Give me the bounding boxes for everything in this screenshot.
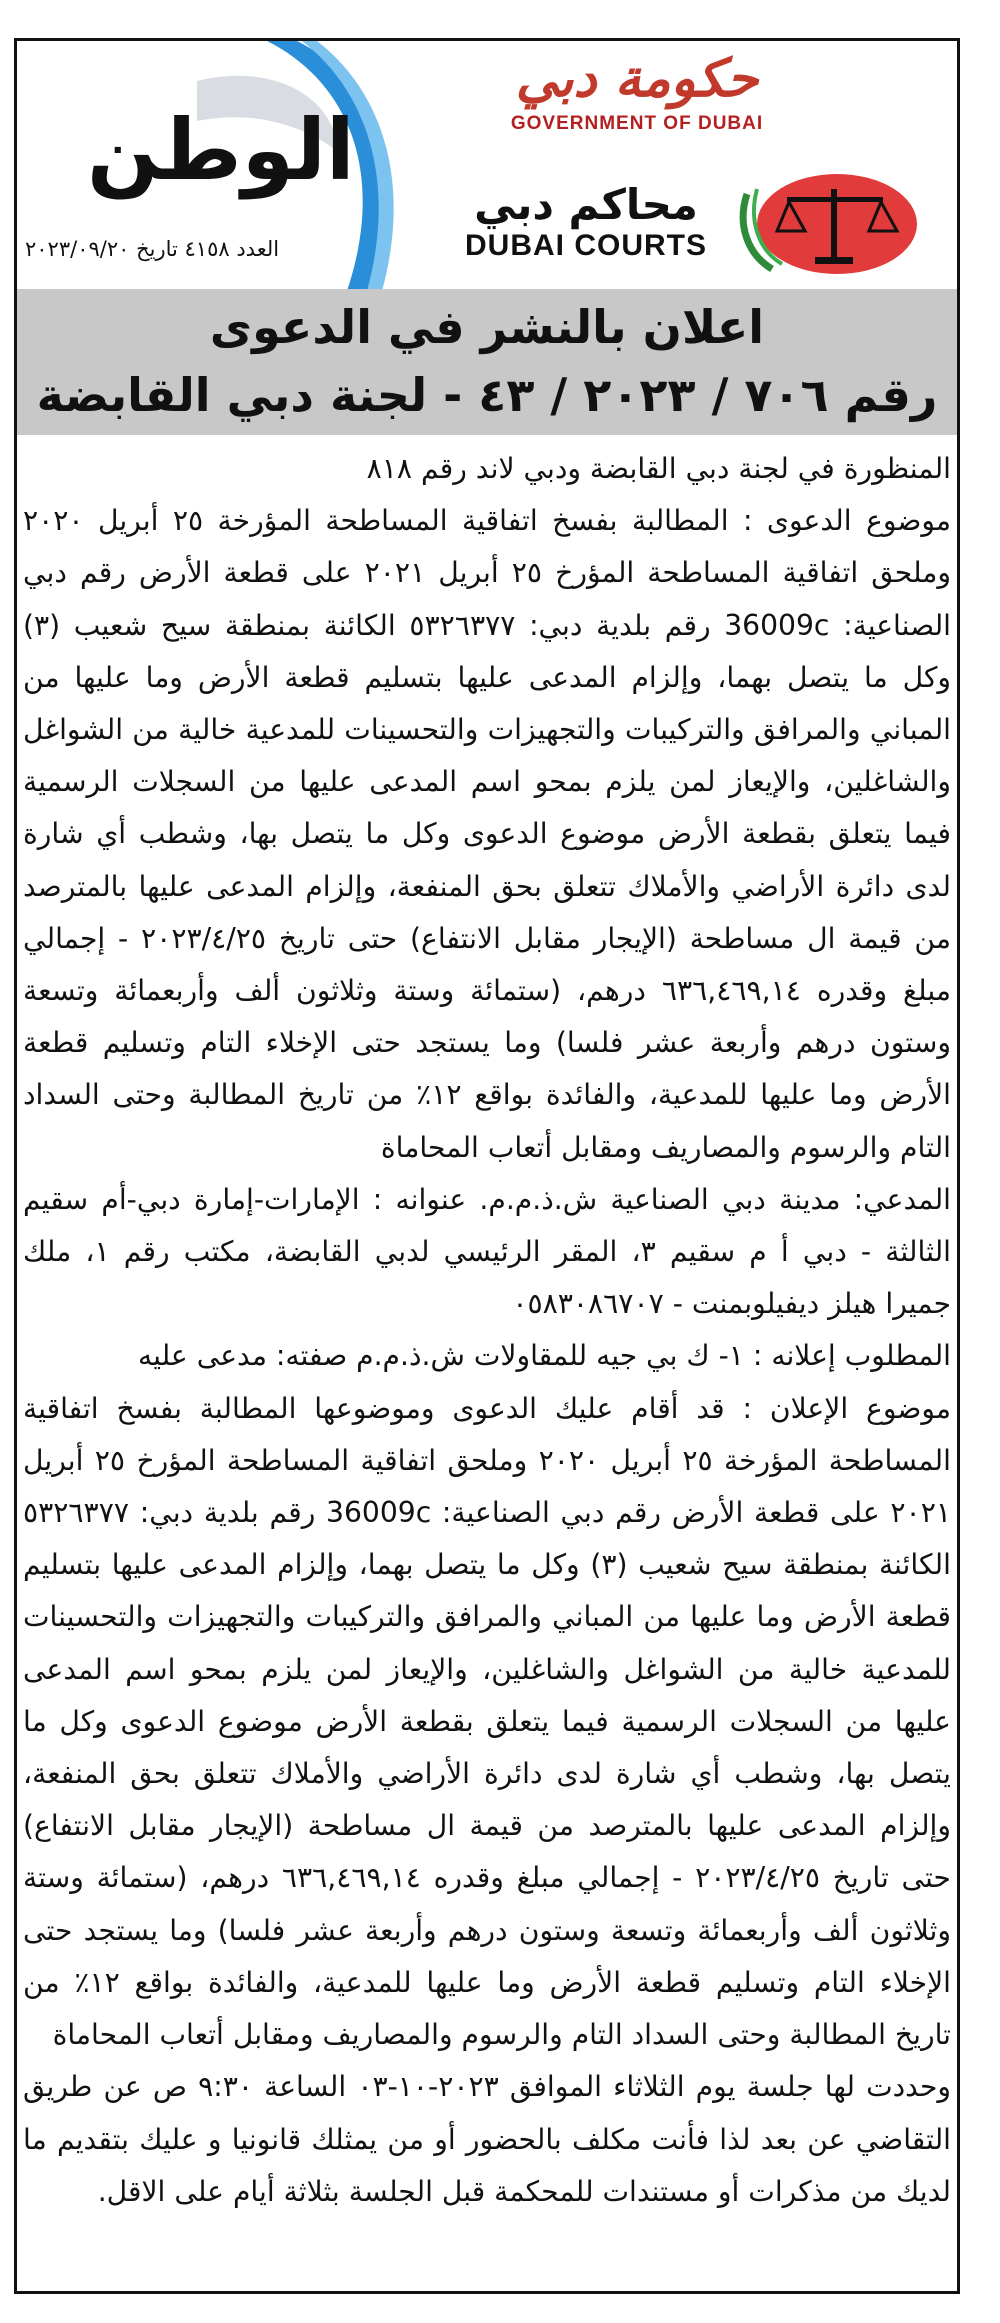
announcement-frame (14, 38, 960, 2294)
dubai-courts-logo (357, 161, 917, 291)
government-name-ar: حكومة دبي (515, 48, 759, 109)
notice-subject: موضوع الإعلان : قد أقام عليك الدعوى وموضوعها المطالبة بفسخ اتفاقية المساطحة المؤرخة ٢٥ أبريل ٢٠٢٠ وملحق اتفاقية المساطحة المؤرخ ٢٥ أبريل ٢٠٢١ على قطعة الأرض رقم دبي الصناعية: 36009c رقم بلدية دبي: ٥٣٢٦٣٧٧ الكائنة بمنطقة سيح شعيب (٣) وكل ما يتصل بهما، وإلزام المدعى عليها بتسليم قطعة الأرض وما عليها من المباني والمرافق والتركيبات والتجهيزات والتحسينات للمدعية خالية من الشواغل والشاغلين، والإيعاز لمن يلزم بمحو اسم المدعى عليها من السجلات الرسمية فيما يتعلق بقطعة الأرض موضوع الدعوى وكل ما يتصل بها، وشطب أي شارة لدى دائرة الأراضي والأملاك تتعلق بحق المنفعة، وإلزام المدعى عليها بالمترصد من قيمة ال مساطحة (الإيجار مقابل الانتفاع) حتى تاريخ ٢٠٢٣/٤/٢٥ - إجمالي مبلغ وقدره ٦٣٦,٤٦٩,١٤ درهم، (ستمائة وستة وثلاثون ألف وأربعمائة وتسعة وستون درهم وأربعة عشر فلسا) وما يستجد حتى الإخلاء التام وتسليم قطعة الأرض وما عليها للمدعية، والفائدة بواقع ١٢٪ من تاريخ المطالبة وحتى السداد التام والرسوم والمصاريف ومقابل أتعاب المحاماة (23, 1391, 951, 2052)
defendant-details: المطلوب إعلانه : ١- ك بي جيه للمقاولات ش.ذ.م.م صفته: مدعى عليه (137, 1339, 951, 1373)
courts-name (465, 181, 707, 263)
announcement-body (23, 443, 951, 2218)
issue-line: العدد ٤١٥٨ تاريخ ٢٠٢٣/٠٩/٢٠ (25, 237, 280, 261)
courts-name-en: DUBAI COURTS (465, 229, 707, 262)
government-logo (487, 49, 787, 159)
title-line-1: اعلان بالنشر في الدعوى (209, 300, 765, 354)
government-name-en: GOVERNMENT OF DUBAI (510, 113, 764, 134)
courts-scales-icon (727, 169, 917, 279)
announcement-title (17, 289, 957, 435)
newspaper-name: الوطن (87, 101, 355, 199)
title-line-2: رقم ٧٠٦ / ٢٠٢٣ / ٤٣ - لجنة دبي القابضة (36, 368, 938, 422)
hearing-details: وحددت لها جلسة يوم الثلاثاء الموافق ٢٠٢٣-١٠-٠٣ الساعة ٩:٣٠ ص عن طريق التقاضي عن بعد لذا فأنت مكلف بالحضور أو من يمثلك قانونيا و عليك بتقديم ما لديك من مذكرات أو مستندات للمحكمة قبل الجلسة بثلاثة أيام على الاقل. (23, 2070, 951, 2208)
courts-name-ar: محاكم دبي (474, 180, 698, 229)
announcement-header (17, 41, 957, 291)
plaintiff-details: المدعي: مدينة دبي الصناعية ش.ذ.م.م. عنوانه : الإمارات-إمارة دبي-أم سقيم الثالثة - دبي أ م سقيم ٣، المقر الرئيسي لدبي القابضة، مكتب رقم ١، ملك جميرا هيلز ديفيلوبمنت - ٠٥٨٣٠٨٦٧٠٧ (23, 1182, 951, 1321)
case-subject: موضوع الدعوى : المطالبة بفسخ اتفاقية المساطحة المؤرخة ٢٥ أبريل ٢٠٢٠ وملحق اتفاقية المساطحة المؤرخ ٢٥ أبريل ٢٠٢١ على قطعة الأرض رقم دبي الصناعية: 36009c رقم بلدية دبي: ٥٣٢٦٣٧٧ الكائنة بمنطقة سيح شعيب (٣) وكل ما يتصل بهما، وإلزام المدعى عليها بتسليم قطعة الأرض وما عليها من المباني والمرافق والتركيبات والتجهيزات والتحسينات للمدعية خالية من الشواغل والشاغلين، والإيعاز لمن يلزم بمحو اسم المدعى عليها من السجلات الرسمية فيما يتعلق بقطعة الأرض موضوع الدعوى وكل ما يتصل بها، وشطب أي شارة لدى دائرة الأراضي والأملاك تتعلق بحق المنفعة، وإلزام المدعى عليها بالمترصد من قيمة ال مساطحة (الإيجار مقابل الانتفاع) حتى تاريخ ٢٠٢٣/٤/٢٥ - إجمالي مبلغ وقدره ٦٣٦,٤٦٩,١٤ درهم، (ستمائة وستة وثلاثون ألف وأربعمائة وتسعة وستون درهم وأربعة عشر فلسا) وما يستجد حتى الإخلاء التام وتسليم قطعة الأرض وما عليها للمدعية، والفائدة بواقع ١٢٪ من تاريخ المطالبة وحتى السداد التام والرسوم والمصاريف ومقابل أتعاب المحاماة (23, 504, 952, 1164)
case-reference: المنظورة في لجنة دبي القابضة ودبي لاند رقم ٨١٨ (366, 452, 951, 485)
